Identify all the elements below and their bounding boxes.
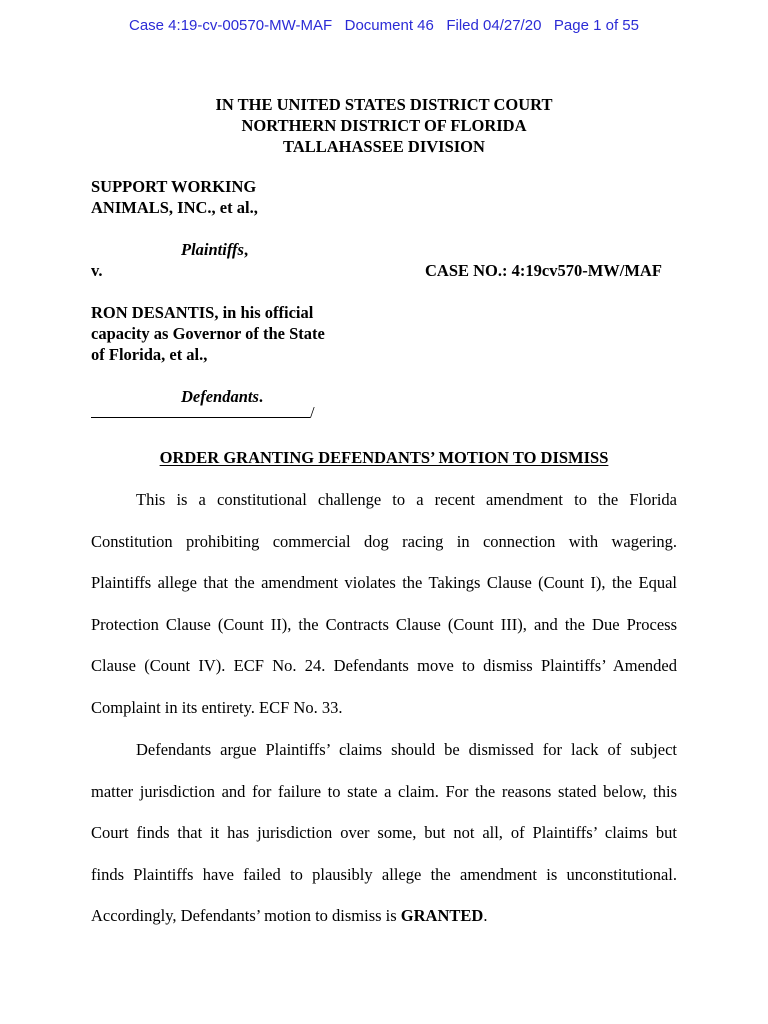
caption-slash: /: [310, 403, 315, 422]
plaintiffs-label-text: Plaintiffs: [181, 240, 244, 259]
paragraph-1-line-1: This is a constitutional challenge to a recent amendment to the Florida: [136, 490, 677, 509]
paragraph-2-line-5-text: Accordingly, Defendants’ motion to dismiss is: [91, 906, 401, 925]
defendant-name-line1: RON DESANTIS, in his official: [91, 303, 314, 322]
case-number: CASE NO.: 4:19cv570-MW/MAF: [425, 261, 662, 280]
paragraph-1-line-2: Constitution prohibiting commercial dog racing in connection with wagering.: [91, 531, 677, 551]
order-title: ORDER GRANTING DEFENDANTS’ MOTION TO DISMISS: [159, 448, 609, 467]
paragraph-1-line-4: Protection Clause (Count II), the Contracts Clause (Count III), and the Due Process: [91, 614, 677, 634]
defendant-name-line2: capacity as Governor of the State: [91, 324, 325, 343]
paragraph-2-line-5-period: .: [483, 906, 488, 925]
caption-signature-line: [91, 403, 315, 423]
paragraph-2-line-4: finds Plaintiffs have failed to plausibly allege the amendment is unconstitutional.: [91, 864, 677, 884]
caption-rule: [91, 403, 310, 418]
court-heading: [0, 94, 768, 157]
paragraph-1-line-3: Plaintiffs allege that the amendment violates the Takings Clause (Count I), the Equal: [91, 573, 677, 592]
paragraph-2-line-5: [91, 905, 677, 947]
defendants-label-period: .: [258, 387, 264, 406]
paragraph-1-line-6: Complaint in its entirety. ECF No. 33.: [91, 697, 343, 717]
paragraph-2-line-2: matter jurisdiction and for failure to state a claim. For the reasons stated below, this: [91, 781, 677, 801]
versus: v.: [91, 261, 103, 280]
defendants-label-text: Defendants: [181, 387, 259, 406]
paragraph-2: [91, 739, 677, 947]
granted-text: GRANTED: [400, 906, 484, 925]
paragraph-1-line-5: Clause (Count IV). ECF No. 24. Defendants move to dismiss Plaintiffs’ Amended: [91, 656, 677, 675]
paragraph-1: [91, 489, 677, 738]
paragraph-2-line-1: Defendants argue Plaintiffs’ claims should be dismissed for lack of subject: [136, 740, 677, 759]
defendant-name-line3: of Florida, et al.,: [91, 345, 208, 364]
court-division: TALLAHASSEE DIVISION: [283, 137, 485, 156]
plaintiffs-label: [181, 239, 248, 260]
plaintiff-name-line2: ANIMALS, INC., et al.,: [91, 198, 258, 217]
plaintiffs-label-comma: ,: [243, 240, 249, 259]
plaintiff-name-line1: SUPPORT WORKING: [91, 177, 257, 196]
court-district: NORTHERN DISTRICT OF FLORIDA: [241, 116, 527, 135]
filing-header: Case 4:19-cv-00570-MW-MAF Document 46 Filed 04/27/20 Page 1 of 55: [129, 17, 639, 34]
paragraph-2-line-3: Court finds that it has jurisdiction over some, but not all, of Plaintiffs’ claims but: [91, 823, 677, 842]
court-name: IN THE UNITED STATES DISTRICT COURT: [215, 95, 553, 114]
